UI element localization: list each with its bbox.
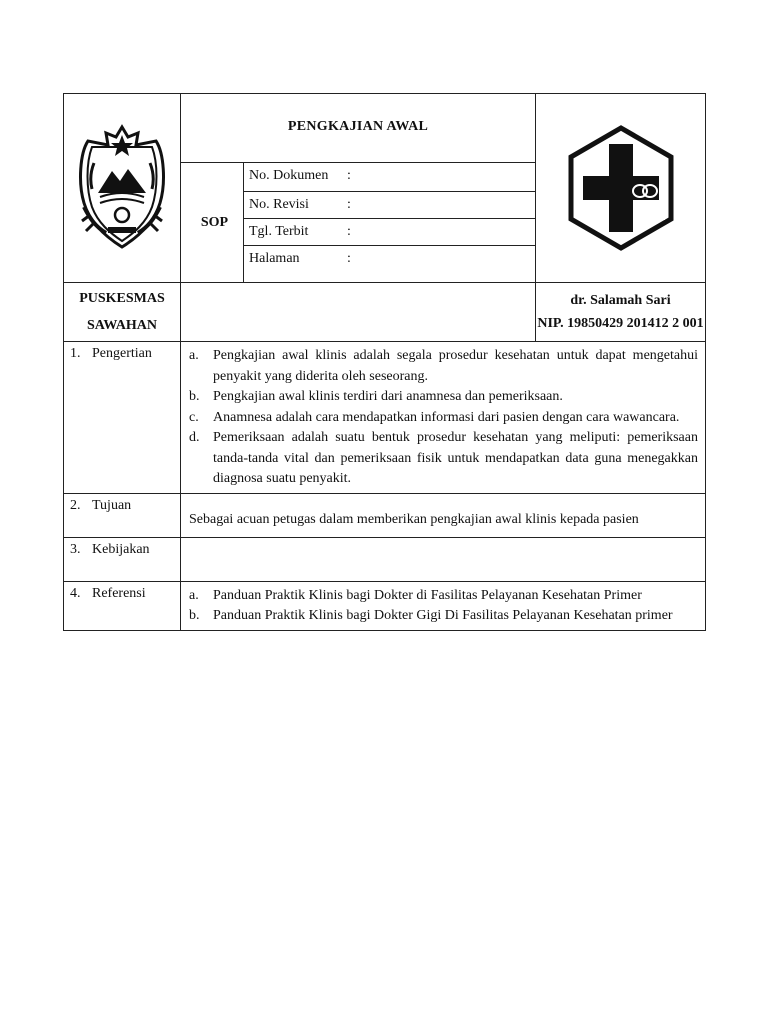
section-body [181,581,706,630]
section-row-kebijakan [64,537,706,581]
regional-emblem-cell [64,94,181,283]
list-item: d. Pemeriksaan adalah suatu bentuk prosedur kesehatan yang meliputi: pemeriksaan tanda-tanda vital dan pemeriksaan fisik untuk mendapatkan data guna menegakkan diagnosa suatu penyakit. [189,430,698,486]
section-row-tujuan [64,493,706,537]
meta-doc-number [244,163,536,192]
meta-page [244,246,536,283]
section-row-pengertian [64,342,706,494]
list-item: c. Anamnesa adalah cara mendapatkan informasi dari pasien dengan cara wawancara. [189,409,680,425]
signatory-nip: NIP. 19850429 201412 2 001 [537,316,704,331]
section-row-referensi [64,581,706,630]
list-item: b. Panduan Praktik Klinis bagi Dokter Gigi Di Fasilitas Pelayanan Kesehatan primer [189,608,673,623]
sop-document [63,93,705,631]
meta-issue-date [244,219,536,246]
signatory-block [536,283,706,342]
section-body [181,537,706,581]
organization-name [64,283,181,342]
section-label: 2. Tujuan [64,493,181,537]
blank-signature-area [181,283,536,342]
signatory-name: dr. Salamah Sari [570,293,671,308]
org-line-2: SAWAHAN [86,318,157,333]
document-title: PENGKAJIAN AWAL [181,94,536,163]
section-text: Sebagai acuan petugas dalam memberikan pengkajian awal klinis kepada pasien [189,511,639,527]
meta-separator: : [347,168,351,183]
section-text [189,542,698,554]
list-item: a. Pengkajian awal klinis adalah segala prosedur kesehatan untuk dapat mengetahui penyakit yang diderita oleh seseorang. [189,348,698,384]
sop-label: SOP [181,163,244,283]
meta-separator: : [347,251,351,266]
meta-key: No. Revisi [249,197,309,212]
meta-key: No. Dokumen [249,168,329,183]
regional-emblem-icon [64,123,180,253]
meta-key: Tgl. Terbit [249,224,309,239]
meta-key: Halaman [249,251,300,266]
list-item: b. Pengkajian awal klinis terdiri dari anamnesa dan pemeriksaan. [189,389,563,404]
section-label: 3. Kebijakan [64,537,181,581]
section-body [181,493,706,537]
sop-table [63,93,706,631]
meta-revision [244,192,536,219]
section-label: 1. Pengertian [64,342,181,494]
list-item: a. Panduan Praktik Klinis bagi Dokter di Fasilitas Pelayanan Kesehatan Primer [189,587,642,603]
puskesmas-logo-icon [536,124,705,252]
meta-separator: : [347,197,351,212]
section-body [181,342,706,494]
org-line-1: PUSKESMAS [79,291,165,306]
puskesmas-logo-cell [536,94,706,283]
section-label: 4. Referensi [64,581,181,630]
meta-separator: : [347,224,351,239]
